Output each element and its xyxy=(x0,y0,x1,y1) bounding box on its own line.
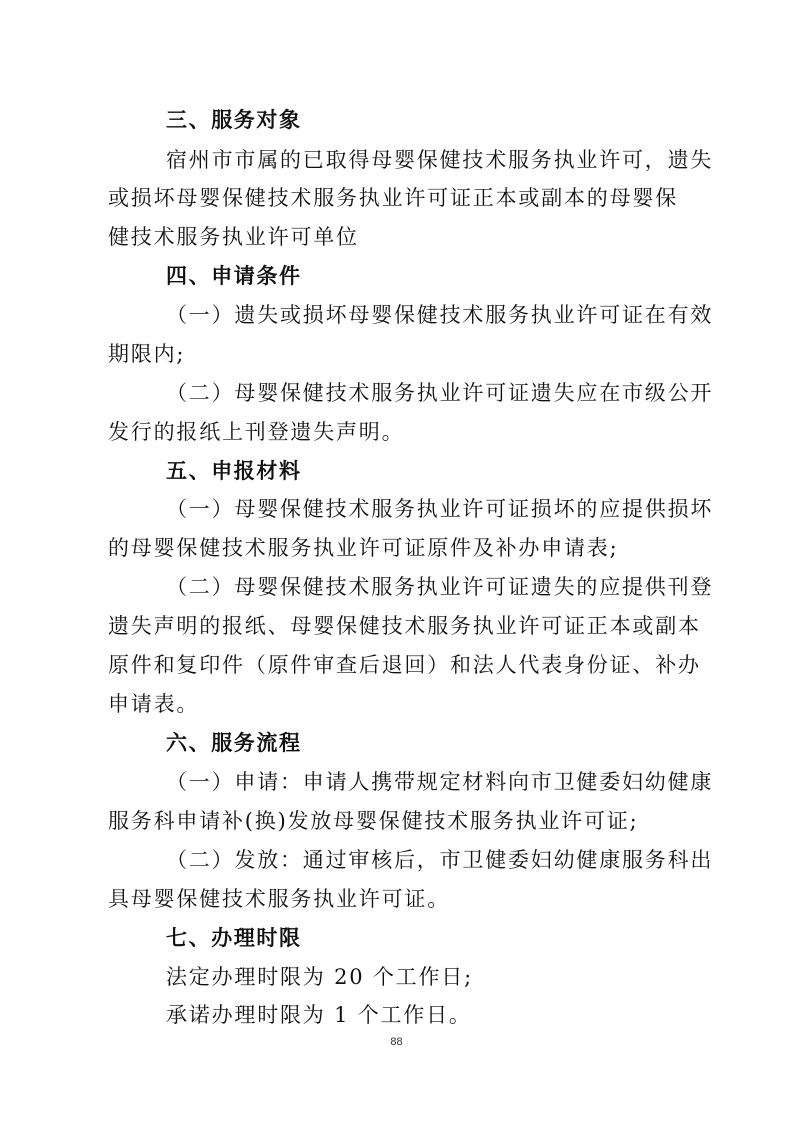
paragraph-line: （二）母婴保健技术服务执业许可证遗失应在市级公开 xyxy=(166,381,714,405)
section-heading-service-process: 六、服务流程 xyxy=(166,731,302,755)
paragraph-line: 或损坏母婴保健技术服务执业许可证正本或副本的母婴保 xyxy=(108,186,678,210)
paragraph-line: （二）母婴保健技术服务执业许可证遗失的应提供刊登 xyxy=(166,575,714,599)
paragraph-line: 具母婴保健技术服务执业许可证。 xyxy=(108,887,450,911)
paragraph-line: 法定办理时限为 20 个工作日; xyxy=(166,965,473,989)
paragraph-line: 宿州市市属的已取得母婴保健技术服务执业许可，遗失 xyxy=(166,148,714,172)
paragraph-line: 遗失声明的报纸、母婴保健技术服务执业许可证正本或副本 xyxy=(108,614,701,638)
section-heading-processing-time-limit: 七、办理时限 xyxy=(166,926,302,950)
paragraph-line: 承诺办理时限为 1 个工作日。 xyxy=(166,1003,472,1027)
page-number: 88 xyxy=(390,1036,403,1048)
section-heading-application-materials: 五、申报材料 xyxy=(166,459,302,483)
paragraph-line: 期限内; xyxy=(108,342,186,366)
paragraph-line: （一）遗失或损坏母婴保健技术服务执业许可证在有效 xyxy=(166,303,714,327)
paragraph-line: 的母婴保健技术服务执业许可证原件及补办申请表; xyxy=(108,536,619,560)
paragraph-line: 服务科申请补(换)发放母婴保健技术服务执业许可证; xyxy=(108,809,639,833)
paragraph-line: 申请表。 xyxy=(108,692,200,716)
paragraph-line: 健技术服务执业许可单位 xyxy=(108,225,359,249)
paragraph-line: （二）发放：通过审核后，市卫健委妇幼健康服务科出 xyxy=(166,848,714,872)
section-heading-service-target: 三、服务对象 xyxy=(166,108,302,132)
paragraph-line: 原件和复印件（原件审查后退回）和法人代表身份证、补办 xyxy=(108,653,701,677)
paragraph-line: 发行的报纸上刊登遗失声明。 xyxy=(108,420,405,444)
paragraph-line: （一）母婴保健技术服务执业许可证损坏的应提供损坏 xyxy=(166,497,714,521)
paragraph-line: （一）申请：申请人携带规定材料向市卫健委妇幼健康 xyxy=(166,770,714,794)
section-heading-application-conditions: 四、申请条件 xyxy=(166,264,302,288)
